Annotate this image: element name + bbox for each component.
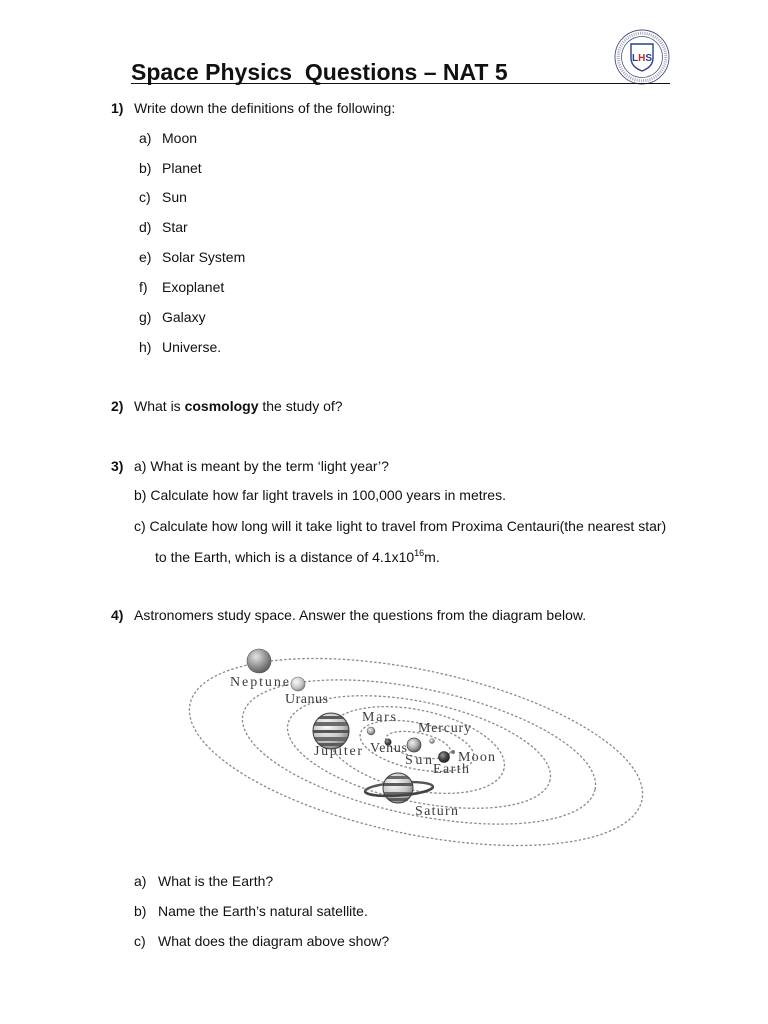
crest-letter-s: S [645, 53, 653, 64]
planet-mercury [430, 739, 435, 744]
question-4-number: 4) [111, 607, 124, 623]
label-earth: Earth [433, 762, 469, 777]
title-underline [131, 83, 670, 84]
question-3-exponent: 16 [414, 548, 425, 558]
question-1-item-text: Exoplanet [162, 279, 225, 295]
question-4-item-label: a) [134, 873, 147, 889]
diagram-labels [230, 675, 495, 819]
question-1-item-label: d) [139, 219, 152, 235]
question-4-item-text: What is the Earth? [158, 873, 274, 889]
question-3-part-c-continued [155, 549, 440, 567]
question-1-item-label: g) [139, 309, 152, 325]
crest-letter-h: H [638, 53, 646, 64]
question-2-prompt [134, 398, 343, 414]
question-1-item-label: f) [139, 279, 148, 295]
question-3-number: 3) [111, 458, 124, 474]
question-1-item-text: Planet [162, 160, 202, 176]
planet-mars [367, 727, 375, 735]
question-4-item-text: What does the diagram above show? [158, 933, 390, 949]
planet-earth [439, 752, 450, 763]
question-1-item-label: c) [139, 189, 151, 205]
question-3-unit: m. [424, 549, 440, 565]
question-1-item-text: Sun [162, 189, 187, 205]
question-2-text-after: the study of? [258, 398, 343, 414]
page-title: Space Physics Questions – NAT 5 [131, 59, 508, 85]
label-mars: Mars [362, 710, 396, 725]
question-1-item-text: Moon [162, 130, 198, 146]
planet-saturn [365, 773, 434, 803]
question-1-item-label: h) [139, 339, 152, 355]
question-1-item-label: a) [139, 130, 152, 146]
question-2-number: 2) [111, 398, 124, 414]
question-1-item-label: e) [139, 249, 152, 265]
question-3-part-c-text: to the Earth, which is a distance of 4.1x10 [155, 549, 415, 565]
question-1-item-text: Universe. [162, 339, 222, 355]
question-3-part-c: c) Calculate how long will it take light to travel from Proxima Centauri(the nearest star) [134, 518, 667, 534]
question-1-item-text: Star [162, 219, 188, 235]
crest-letter-l: L [631, 53, 639, 64]
label-neptune: Neptune [230, 675, 289, 690]
question-1-number: 1) [111, 100, 124, 116]
school-crest-logo [612, 26, 672, 88]
question-2-text-before: What is [134, 398, 185, 414]
moon-body [451, 750, 455, 754]
question-1-prompt: Write down the definitions of the following: [134, 100, 396, 116]
label-uranus: Uranus [285, 692, 328, 707]
question-1-item-label: b) [139, 160, 152, 176]
label-moon: Moon [458, 750, 495, 765]
question-1-item-text: Solar System [162, 249, 246, 265]
question-4-item-text: Name the Earth’s natural satellite. [158, 903, 368, 919]
question-1-item-text: Galaxy [162, 309, 206, 325]
planet-neptune [247, 649, 271, 673]
question-4-prompt: Astronomers study space. Answer the questions from the diagram below. [134, 607, 587, 623]
crest-monogram [632, 53, 652, 64]
label-sun: Sun [405, 753, 432, 768]
question-2-bold-term: cosmology [184, 398, 259, 414]
label-saturn: Saturn [415, 804, 458, 819]
planet-uranus [291, 677, 305, 691]
label-venus: Venus [370, 741, 407, 756]
question-4-item-label: b) [134, 903, 147, 919]
question-3-part-b: b) Calculate how far light travels in 100,000 years in metres. [134, 487, 506, 503]
label-mercury: Mercury [418, 721, 471, 736]
question-4-item-label: c) [134, 933, 146, 949]
question-3-part-a: a) What is meant by the term ‘light year’? [134, 458, 389, 474]
sun-body [407, 738, 421, 752]
label-jupiter: Jupiter [314, 744, 362, 759]
solar-system-diagram [185, 640, 650, 865]
